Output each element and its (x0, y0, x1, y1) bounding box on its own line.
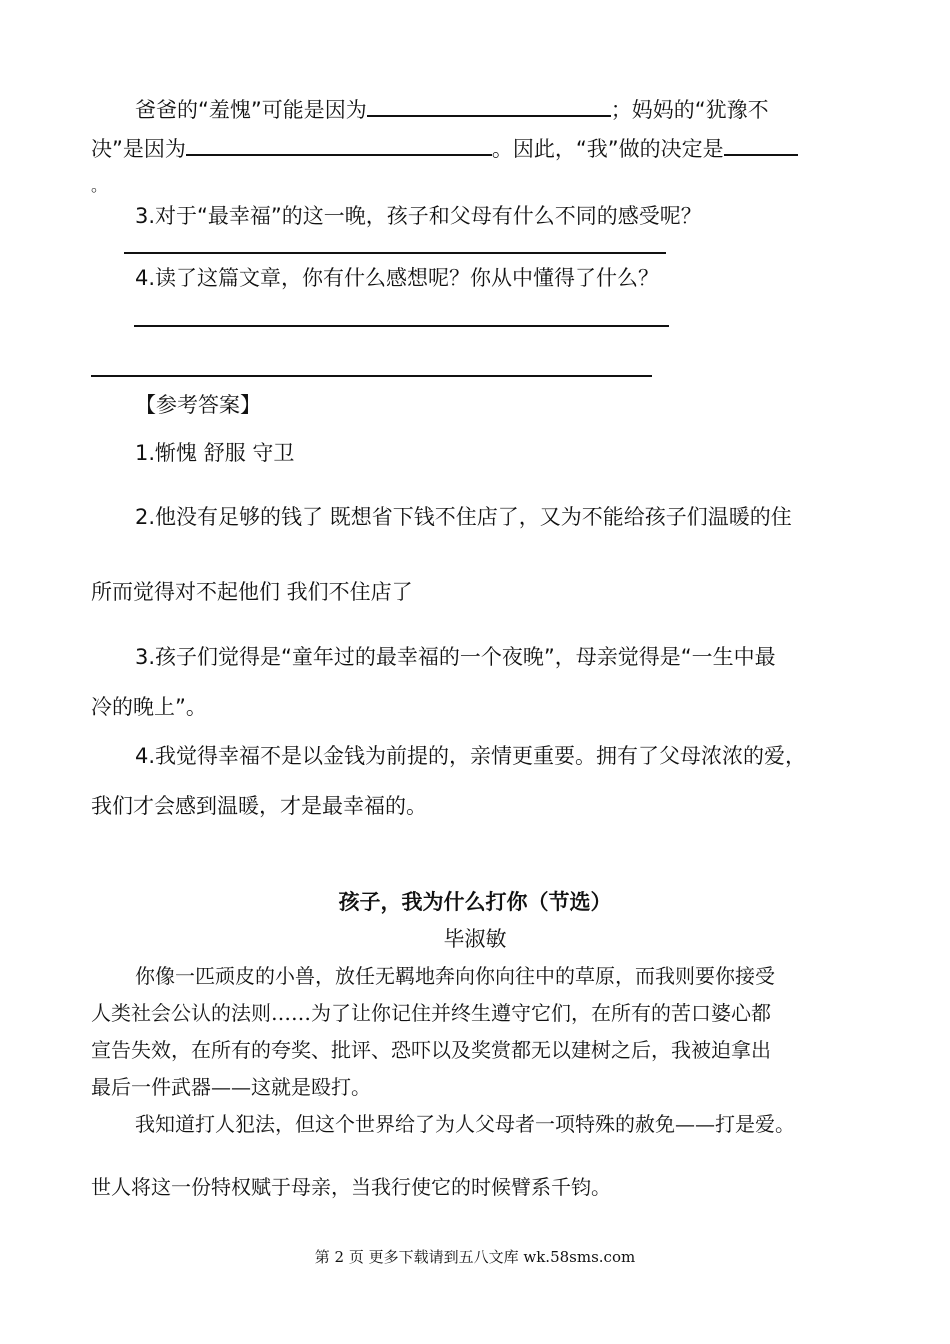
article-p2-line1: 我知道打人犯法，但这个世界给了为人父母者一项特殊的赦免——打是爱。 (135, 1112, 795, 1136)
article-author: 毕淑敏 (443, 927, 507, 951)
article-p1-line1: 你像一匹顽皮的小兽，放任无羁地奔向你向往中的草原，而我则要你接受 (135, 964, 775, 988)
answer-3-line1: 3.孩子们觉得是“童年过的最幸福的一个夜晚”，母亲觉得是“一生中最 (135, 645, 776, 669)
q3-answer-line[interactable] (124, 252, 666, 254)
article-p1-line2: 人类社会公认的法则……为了让你记住并终生遵守它们，在所有的苦口婆心都 (91, 1001, 771, 1025)
q2-text-part4: 。因此，“我”做的决定是 (491, 137, 724, 161)
q2-blank-3[interactable] (724, 134, 798, 156)
answer-4-line2: 我们才会感到温暖，才是最幸福的。 (91, 794, 427, 818)
answer-3-line2: 冷的晚上”。 (91, 695, 207, 719)
q2-blank-1[interactable] (367, 95, 611, 117)
q2-blank-2[interactable] (186, 134, 492, 156)
q4-answer-line-1[interactable] (134, 325, 669, 327)
article-p1-line3: 宣告失效，在所有的夸奖、批评、恐吓以及奖赏都无以建树之后，我被迫拿出 (91, 1038, 771, 1062)
q2-text-part2: ；妈妈的“犹豫不 (610, 98, 769, 122)
q2-line3: 。 (91, 176, 108, 195)
question-4: 4.读了这篇文章，你有什么感想呢？你从中懂得了什么？ (135, 266, 660, 290)
article-p1-line4: 最后一件武器——这就是殴打。 (91, 1075, 371, 1099)
q2-text-part3: 决”是因为 (91, 137, 186, 161)
article-p2-line2: 世人将这一份特权赋于母亲，当我行使它的时候臂系千钧。 (91, 1175, 611, 1199)
q2-text-part1: 爸爸的“羞愧”可能是因为 (135, 98, 367, 122)
answer-1: 1.惭愧 舒服 守卫 (135, 441, 295, 465)
answer-4-line1: 4.我觉得幸福不是以金钱为前提的，亲情更重要。拥有了父母浓浓的爱， (135, 744, 807, 768)
answer-2-line2: 所而觉得对不起他们 我们不住店了 (91, 580, 413, 604)
page-footer: 第 2 页 更多下载请到五八文库 wk.58sms.com (314, 1248, 636, 1266)
q2-line2 (91, 134, 798, 163)
q2-line1 (135, 95, 769, 124)
answer-2-line1: 2.他没有足够的钱了 既想省下钱不住店了，又为不能给孩子们温暖的住 (135, 505, 792, 529)
question-3: 3.对于“最幸福”的这一晚，孩子和父母有什么不同的感受呢？ (135, 204, 702, 228)
answers-heading: 【参考答案】 (135, 393, 261, 417)
q4-answer-line-2[interactable] (91, 375, 652, 377)
article-title: 孩子，我为什么打你（节选） (338, 890, 612, 914)
